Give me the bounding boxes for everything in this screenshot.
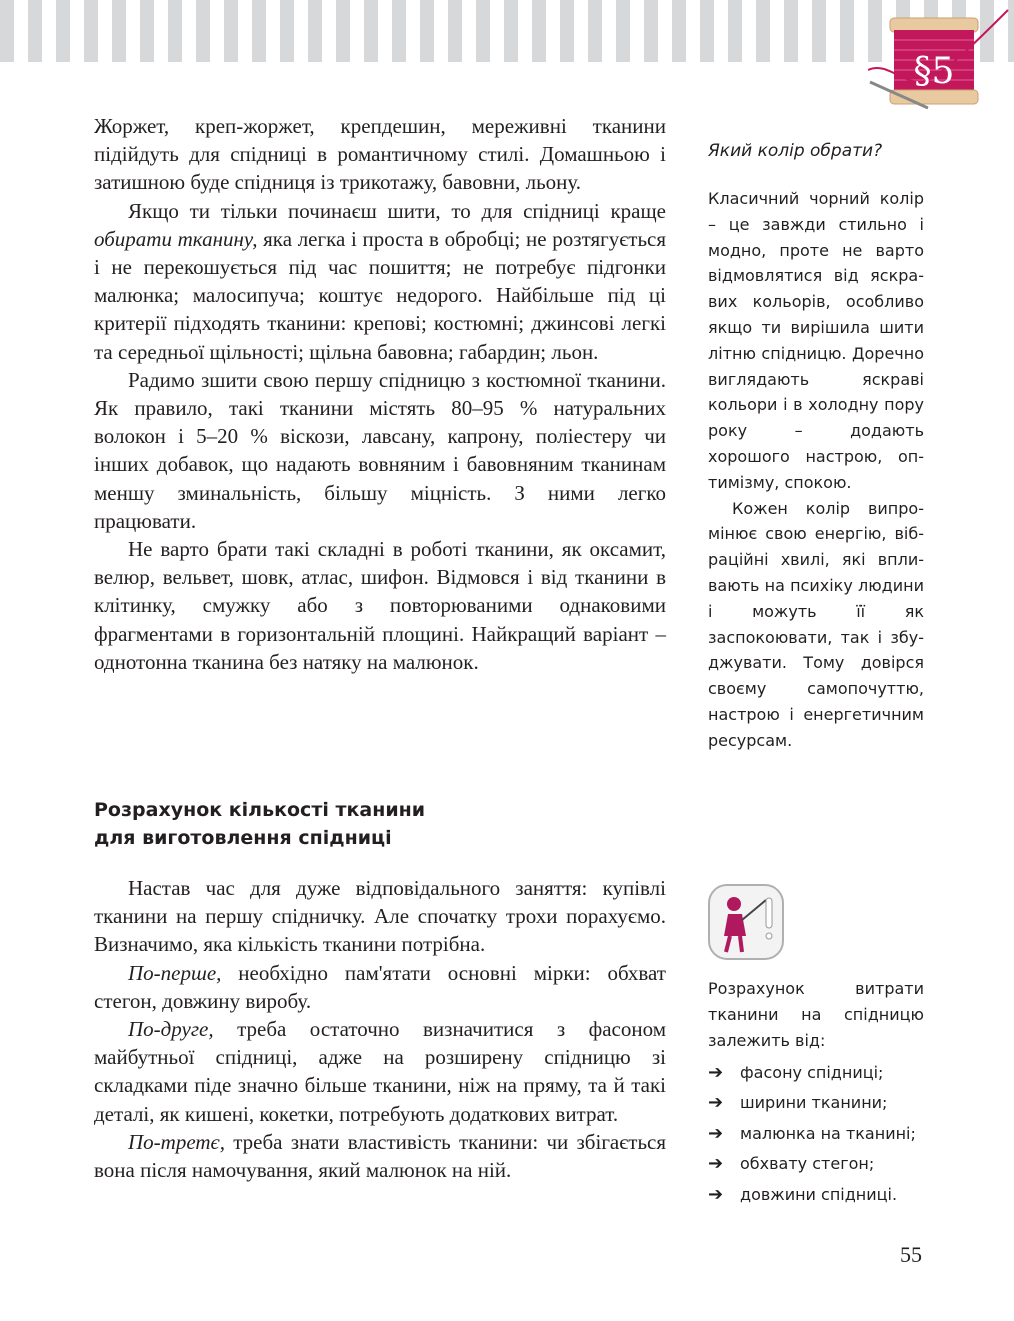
- main-text-block-1: [94, 112, 666, 676]
- arrow-right-icon: ➔: [708, 1183, 724, 1205]
- paragraph: Настав час для дуже відповідального заняття: купівлі тканини на першу спідничку. Але спочатку трохи порахуємо. Визначимо, яка кількість тканини потрібна.: [94, 876, 666, 957]
- arrow-right-icon: ➔: [708, 1061, 724, 1083]
- paragraph: Якщо ти тільки починаєш шити, то для спідниці краще обирати тканину, яка легка і проста в обробці; не розтягується і не перекошується під час пошиття; не потребує підгонки малюнка; малосипуча; коштує недорого. Найбільше під ці критерії підходять тканини: крепові; костюмні; джинсові легкі та середньої щільності; щільна бавовна; габардин; льон.: [94, 198, 667, 364]
- paragraph: По-друге, треба остаточно визначитися з фасоном майбутньої спідниці, адже на розширену спідницю зі складками піде значно більше тканини, ніж на пряму, та й такі деталі, як кишені, кокетки, потребують додаткових витрат.: [94, 1017, 666, 1126]
- list-item: ➔ ширини тканини;: [708, 1088, 924, 1119]
- emphasis: обирати тканину,: [94, 226, 258, 251]
- teacher-pointer-icon: [708, 884, 784, 960]
- section-heading: Розрахунок кількості тканини для виготовлення спідниці: [94, 799, 426, 849]
- paragraph: Жоржет, креп-жоржет, крепдешин, мереживні тканини підійдуть для спідниці в романтичному стилі. Домашньою і затишною буде спідниця із трикотажу, бавовни, льону.: [94, 114, 666, 195]
- arrow-right-icon: ➔: [708, 1153, 724, 1175]
- paragraph: Не варто брати такі складні в роботі тканини, як оксамит, велюр, вельвет, шовк, атлас, шифон. Відмовся і від тканини в клітинку, смужку або з повторюваними однаковими фрагментами в горизонтальній площині. Найкращий варіант – однотонна тканина без натяку на малюнок.: [94, 537, 666, 674]
- list-item: ➔ фасону спідниці;: [708, 1057, 924, 1088]
- sidebar-fabric-calc: [708, 976, 924, 1210]
- main-text-block-2: [94, 874, 666, 1184]
- sidebar-title: Який колір обрати?: [708, 141, 883, 161]
- sidebar-paragraph: Розрахунок витрати тканини на спідницю залежить від:: [708, 979, 924, 1050]
- list-item: ➔ малюнка на тканині;: [708, 1118, 924, 1149]
- emphasis: По-перше,: [128, 960, 222, 985]
- header-stripes: [0, 0, 1014, 62]
- paragraph: По-третє, треба знати властивість тканини: чи збігається вона після намочування, який малюнок на ній.: [94, 1129, 666, 1183]
- arrow-right-icon: ➔: [708, 1122, 724, 1144]
- list-item: ➔ довжини спідниці.: [708, 1179, 924, 1210]
- sidebar-color-note: [708, 186, 924, 754]
- sidebar-paragraph: Кожен колір випромінює свою енергію, вібраційні хвилі, які впливають на психіку людини і можуть її як заспокоювати, так і збуджувати. Тому довірся своєму самопочуттю, настрою і енергетичним ресурсам.: [708, 498, 924, 750]
- factor-list: [708, 1057, 924, 1210]
- arrow-right-icon: ➔: [708, 1092, 724, 1114]
- emphasis: По-третє,: [128, 1129, 225, 1154]
- paragraph: По-перше, необхідно пам'ятати основні мірки: обхват стегон, довжину виробу.: [94, 960, 666, 1013]
- section-badge: §5: [913, 51, 955, 92]
- sidebar-paragraph: Класичний чорний колір – це завжди стильно і модно, проте не варто відмовлятися від яскравих кольорів, особливо якщо ти вирішила шити літню спідницю. Доречно виглядають яскраві кольори і в холодну пору року – додають хорошого настрою, оптимізму, спокою.: [708, 189, 924, 492]
- page-number: 55: [900, 1242, 922, 1267]
- emphasis: По-друге,: [128, 1017, 214, 1042]
- paragraph: Радимо зшити свою першу спідницю з костюмної тканини. Як правило, такі тканини містять 80–95 % натуральних волокон і 5–20 % віскози, лавсану, капрону, поліестеру чи інших добавок, що надають вовняним і бавовняним тканинам меншу зминальність, більшу міцність. З ними легко працювати.: [94, 367, 666, 533]
- list-item: ➔ обхвату стегон;: [708, 1149, 924, 1180]
